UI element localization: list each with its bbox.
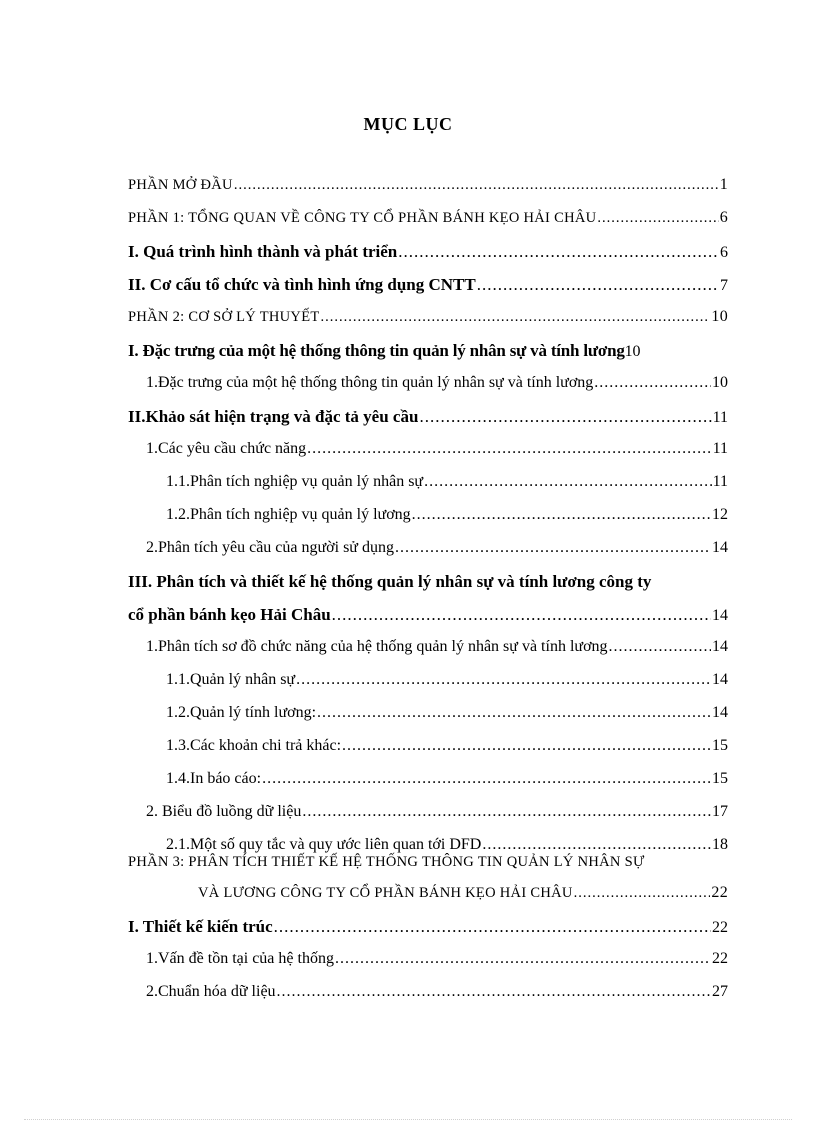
toc-entry[interactable] <box>128 983 728 1015</box>
toc-entry-page: 22 <box>711 884 728 901</box>
toc-entry[interactable] <box>128 950 728 982</box>
toc-entry[interactable] <box>128 407 728 439</box>
toc-leader-dots <box>412 506 711 524</box>
toc-entry-label: 1.2.Phân tích nghiệp vụ quản lý lương <box>166 506 411 523</box>
toc-entry-label: cổ phần bánh kẹo Hải Châu <box>128 605 331 624</box>
toc-entry-label: 2.Phân tích yêu cầu của người sử dụng <box>146 539 394 556</box>
toc-leader-dots <box>262 770 711 788</box>
toc-leader-dots <box>296 671 711 689</box>
toc-entry[interactable] <box>128 242 728 274</box>
toc-entry-label: 1.2.Quản lý tính lương: <box>166 704 317 721</box>
toc-entry-page: 14 <box>712 671 728 688</box>
toc-entry[interactable] <box>128 539 728 571</box>
toc-entry-label: 1.Đặc trưng của một hệ thống thông tin quản lý nhân sự và tính lương <box>146 374 594 391</box>
toc-leader-dots <box>594 374 711 392</box>
toc-entry-page: 10 <box>711 308 728 325</box>
toc-entry-page: 22 <box>712 919 728 936</box>
toc-entry[interactable] <box>128 704 728 736</box>
toc-entry-page: 14 <box>712 607 728 624</box>
toc-leader-dots <box>398 242 719 262</box>
toc-entry[interactable] <box>128 506 728 538</box>
toc-entry[interactable] <box>128 803 728 835</box>
toc-leader-dots <box>302 803 711 821</box>
toc-leader-dots <box>234 177 719 194</box>
page-title: MỤC LỤC <box>363 114 453 134</box>
toc-entry[interactable] <box>128 275 728 307</box>
toc-leader-dots <box>609 638 711 656</box>
toc-entry-label: II.Khảo sát hiện trạng và đặc tả yêu cầu <box>128 407 419 426</box>
toc-leader-dots <box>307 440 711 458</box>
toc-entry[interactable] <box>128 884 728 916</box>
toc-entry-page: 14 <box>712 539 728 556</box>
toc-entry[interactable] <box>128 209 728 241</box>
toc-entry-page: 11 <box>712 473 728 490</box>
toc-leader-dots <box>395 539 711 557</box>
toc-entry-page: 6 <box>720 244 728 261</box>
toc-entry[interactable] <box>128 854 728 886</box>
toc-leader-dots <box>332 605 711 625</box>
toc-entry[interactable] <box>128 917 728 949</box>
toc-entry-label: PHẦN 3: PHÂN TÍCH THIẾT KẾ HỆ THỐNG THÔNG TIN QUẢN LÝ NHÂN SỰ <box>128 854 645 870</box>
toc-entry-page: 14 <box>712 638 728 655</box>
toc-entry[interactable] <box>128 374 728 406</box>
toc-entry-page: 1 <box>719 176 728 193</box>
toc-entry-page: 10 <box>712 374 728 391</box>
toc-leader-dots <box>335 950 711 968</box>
toc-leader-dots <box>277 983 711 1001</box>
toc-entry-page: 6 <box>719 209 728 226</box>
toc-entry-label: I. Quá trình hình thành và phát triển <box>128 242 398 261</box>
toc-entry-page: 17 <box>712 803 728 820</box>
toc-entry-label: 2. Biểu đồ luồng dữ liệu <box>146 803 302 820</box>
toc-entry-label: PHẦN MỞ ĐẦU <box>128 177 233 193</box>
toc-entry-page: 15 <box>712 770 728 787</box>
toc-entry-label: PHẦN 2: CƠ SỞ LÝ THUYẾT <box>128 309 320 325</box>
toc-entry-label: I. Đặc trưng của một hệ thống thông tin quản lý nhân sự và tính lương <box>128 341 625 360</box>
toc-entry-label: 1.1.Quản lý nhân sự <box>166 671 296 688</box>
toc-entry-label: II. Cơ cấu tổ chức và tình hình ứng dụng CNTT <box>128 275 476 294</box>
toc-leader-dots <box>419 407 711 427</box>
toc-entry[interactable] <box>128 473 728 505</box>
toc-entry-label: VÀ LƯƠNG CÔNG TY CỔ PHẦN BÁNH KẸO HẢI CHÂU <box>198 885 573 901</box>
toc-leader-dots <box>274 917 711 937</box>
toc-entry-page: 27 <box>712 983 728 1000</box>
toc-leader-dots <box>321 309 711 326</box>
toc-entry[interactable] <box>128 605 728 637</box>
toc-entry-label: 1.Phân tích sơ đồ chức năng của hệ thống quản lý nhân sự và tính lương <box>146 638 608 655</box>
toc-leader-dots <box>317 704 711 722</box>
toc-entry[interactable] <box>128 176 728 208</box>
page-bottom-divider <box>24 1119 792 1120</box>
toc-leader-dots <box>424 473 712 491</box>
toc-leader-dots <box>477 275 719 295</box>
toc-entry[interactable] <box>128 737 728 769</box>
toc-leader-dots <box>574 885 711 902</box>
toc-entry[interactable] <box>128 671 728 703</box>
toc-entry-label: I. Thiết kế kiến trúc <box>128 917 273 936</box>
toc-entry-label: III. Phân tích và thiết kế hệ thống quản lý nhân sự và tính lương công ty <box>128 572 652 591</box>
toc-entry-label: 1.Các yêu cầu chức năng <box>146 440 307 457</box>
toc-entry-page: 10 <box>624 343 641 360</box>
toc-entry[interactable] <box>128 572 728 604</box>
toc-entry-page: 7 <box>720 277 728 294</box>
toc-leader-dots <box>597 210 718 227</box>
toc-entry-page: 22 <box>712 950 728 967</box>
toc-entry[interactable] <box>128 638 728 670</box>
toc-entry-page: 11 <box>712 440 728 457</box>
toc-entry[interactable] <box>128 308 728 340</box>
toc-entry-page: 15 <box>712 737 728 754</box>
toc-entry-label: 1.4.In báo cáo: <box>166 770 262 787</box>
toc-entry[interactable] <box>128 440 728 472</box>
toc-leader-dots <box>342 737 711 755</box>
toc-entry-label: 2.1.Một số quy tắc và quy ước liên quan tới DFD <box>166 836 482 853</box>
toc-entry[interactable] <box>128 770 728 802</box>
toc-entry-label: PHẦN 1: TỔNG QUAN VỀ CÔNG TY CỔ PHẦN BÁNH KẸO HẢI CHÂU <box>128 210 597 226</box>
toc-entry-page: 12 <box>712 506 728 523</box>
toc-leader-dots <box>482 836 711 854</box>
toc-entry-page: 18 <box>712 836 728 853</box>
toc-entry-label: 1.Vấn đề tồn tại của hệ thống <box>146 950 334 967</box>
toc-entry-label: 2.Chuẩn hóa dữ liệu <box>146 983 276 1000</box>
toc-entry-label: 1.1.Phân tích nghiệp vụ quản lý nhân sự <box>166 473 424 490</box>
toc-entry-page: 14 <box>712 704 728 721</box>
toc-entry-label: 1.3.Các khoản chi trả khác: <box>166 737 342 754</box>
toc-entry-page: 11 <box>712 409 728 426</box>
toc-entry[interactable] <box>128 341 728 373</box>
